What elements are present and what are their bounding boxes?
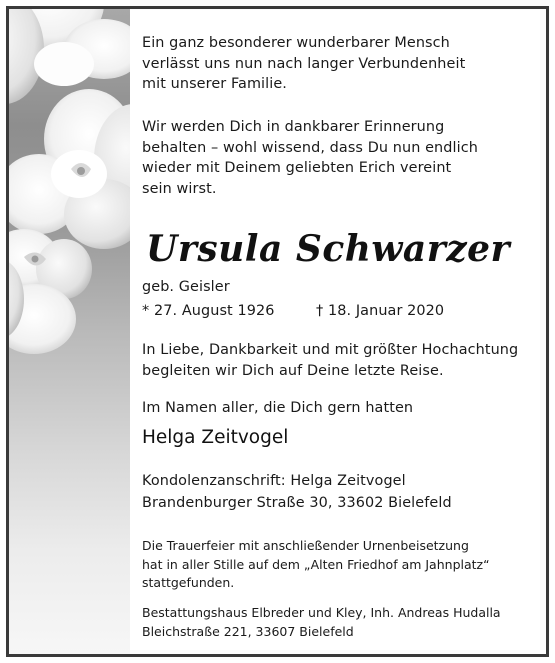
orchid-flowers-icon	[9, 9, 130, 654]
signature-intro: Im Namen aller, die Dich gern hatten	[142, 400, 414, 416]
obituary-notice	[6, 6, 549, 657]
orchid-image	[9, 9, 130, 654]
farewell-paragraph: In Liebe, Dankbarkeit und mit größter Hochachtung begleiten wir Dich auf Deine letzte Reise.	[142, 342, 519, 379]
memory-paragraph: Wir werden Dich in dankbarer Erinnerung behalten – wohl wissend, dass Du nun endlich wieder mit Deinem geliebten Erich vereint sein wirst.	[142, 119, 478, 197]
mourner-name: Helga Zeitvogel	[142, 427, 289, 448]
birth-name: geb. Geisler	[142, 279, 230, 295]
funeral-note: Die Trauerfeier mit anschließender Urnenbeisetzung hat in aller Stille auf dem „Alten Friedhof am Jahnplatz“ stattgefunden.	[142, 538, 490, 590]
death-date: † 18. Januar 2020	[316, 303, 445, 319]
deceased-name: Ursula Schwarzer	[146, 228, 511, 270]
condolence-address: Kondolenzanschrift: Helga Zeitvogel Brandenburger Straße 30, 33602 Bielefeld	[142, 473, 452, 511]
life-dates	[142, 301, 537, 322]
undertaker-info: Bestattungshaus Elbreder und Kley, Inh. Andreas Hudalla Bleichstraße 221, 33607 Bielefeld	[142, 605, 501, 639]
birth-date: * 27. August 1926	[142, 303, 275, 319]
intro-paragraph: Ein ganz besonderer wunderbarer Mensch verlässt uns nun nach langer Verbundenheit mit unserer Familie.	[142, 35, 466, 92]
